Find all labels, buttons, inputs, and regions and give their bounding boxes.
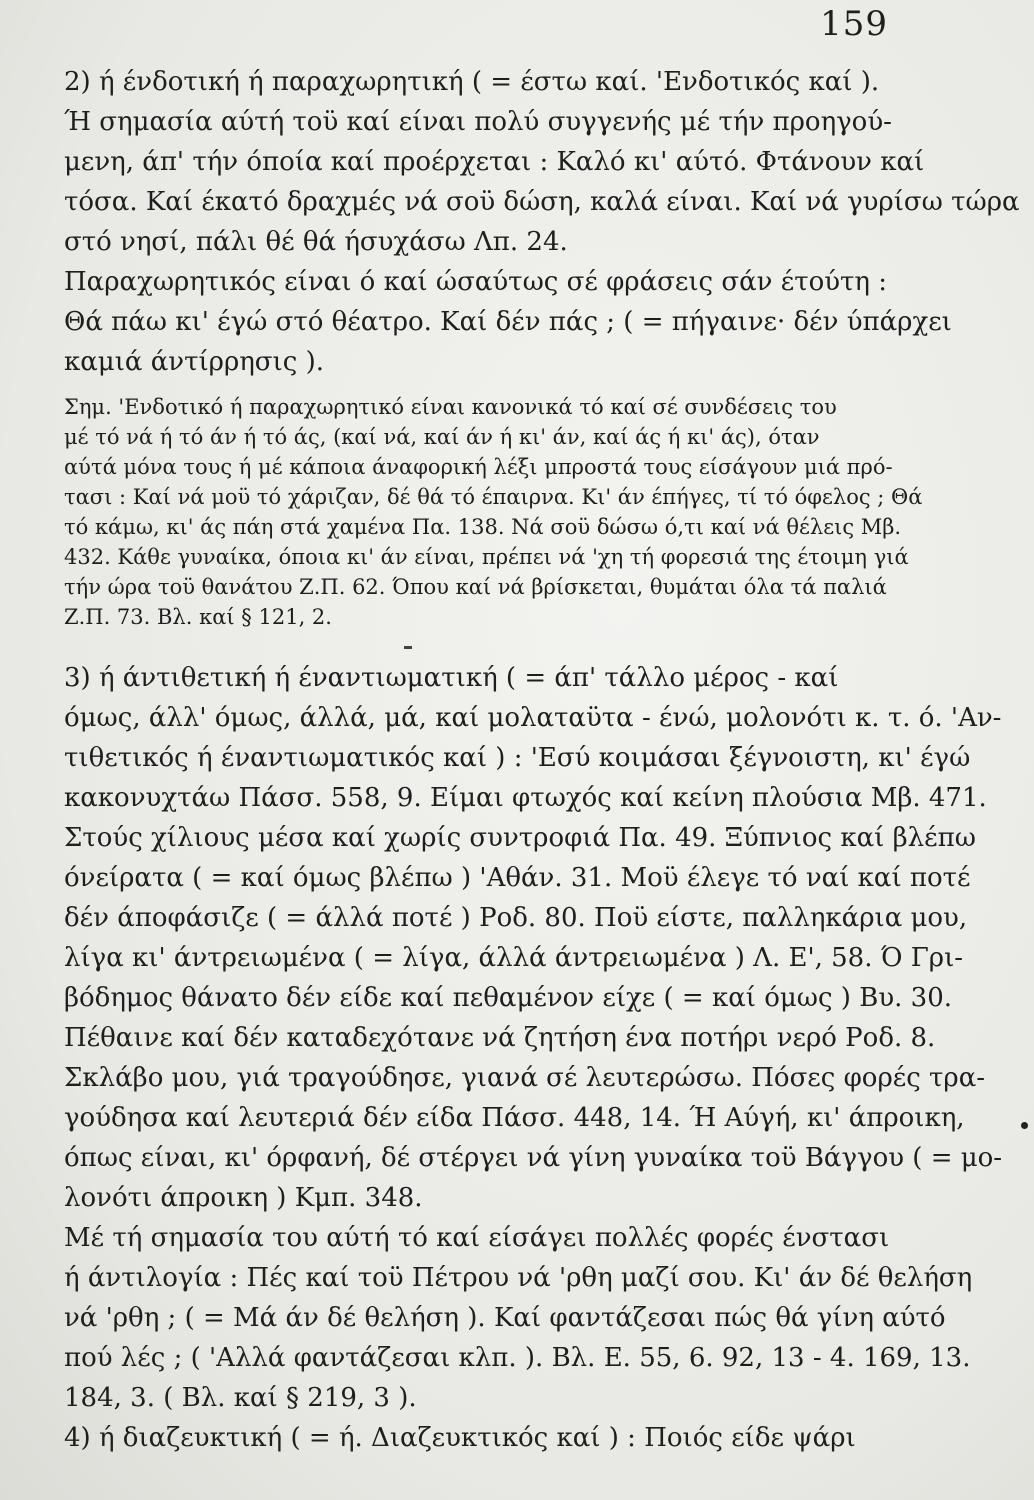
text-line: 3) ή άντιθετική ή έναντιωματική ( = άπ' τάλλο μέρος - καί bbox=[64, 663, 839, 693]
note-line: τό κάμω, κι' άς πάη στά χαμένα Πα. 138. Νά σοϋ δώσω ό,τι καί νά θέλεις Μβ. bbox=[64, 515, 902, 539]
text-line: 2) ή ένδοτική ή παραχωρητική ( = έστω καί. 'Ενδοτικός καί ). bbox=[64, 67, 880, 97]
text-line: Παραχωρητικός είναι ό καί ώσαύτως σέ φράσεις σάν έτούτη : bbox=[64, 267, 888, 297]
text-line: όνείρατα ( = καί όμως βλέπω ) 'Αθάν. 31. Μοϋ έλεγε τό ναί καί ποτέ bbox=[64, 863, 971, 893]
note-line: τήν ώρα τοϋ θανάτου Ζ.Π. 62. Όπου καί νά βρίσκεται, θυμάται όλα τά παλιά bbox=[64, 575, 887, 599]
text-line: Ή σημασία αύτή τοϋ καί είναι πολύ συγγενής μέ τήν προηγού- bbox=[64, 107, 892, 137]
text-line: γούδησα καί λευτεριά δέν είδα Πάσσ. 448, 14. Ή Αύγή, κι' άπροικη, bbox=[64, 1103, 965, 1133]
text-line: Στούς χίλιους μέσα καί χωρίς συντροφιά Πα. 49. Ξύπνιος καί βλέπω bbox=[64, 823, 976, 853]
text-line: βόδημος θάνατο δέν είδε καί πεθαμένον είχε ( = καί όμως ) Βυ. 30. bbox=[64, 983, 952, 1013]
note-line: τασι : Καί νά μοϋ τό χάριζαν, δέ θά τό έπαιρνα. Κι' άν έπήγες, τί τό όφελος ; Θά bbox=[64, 485, 923, 509]
text-line: λονότι άπροικη ) Κμπ. 348. bbox=[64, 1183, 423, 1213]
page-body bbox=[64, 62, 1020, 1458]
text-line: κακονυχτάω Πάσσ. 558, 9. Είμαι φτωχός καί κείνη πλούσια Μβ. 471. bbox=[64, 783, 987, 813]
text-line: όπως είναι, κι' όρφανή, δέ στέργει νά γίνη γυναίκα τοϋ Βάγγου ( = μο- bbox=[64, 1143, 1003, 1173]
text-line: 4) ή διαζευκτική ( = ή. Διαζευκτικός καί ) : Ποιός είδε ψάρι bbox=[64, 1423, 856, 1453]
text-line: 184, 3. ( Βλ. καί § 219, 3 ). bbox=[64, 1383, 417, 1413]
text-line: Πέθαινε καί δέν καταδεχότανε νά ζητήση ένα ποτήρι νερό Ροδ. 8. bbox=[64, 1023, 936, 1053]
text-line: λίγα κι' άντρειωμένα ( = λίγα, άλλά άντρειωμένα ) Λ. Ε', 58. Ό Γρι- bbox=[64, 943, 964, 973]
ink-dot bbox=[1021, 1122, 1028, 1129]
text-line: καμιά άντίρρησις ). bbox=[64, 347, 324, 377]
print-mark bbox=[404, 646, 412, 649]
text-line: Θά πάω κι' έγώ στό θέατρο. Καί δέν πάς ; ( = πήγαινε· δέν ύπάρχει bbox=[64, 307, 952, 337]
text-line: ή άντιλογία : Πές καί τοϋ Πέτρου νά 'ρθη μαζί σου. Κι' άν δέ θελήση bbox=[64, 1263, 973, 1293]
text-line: νά 'ρθη ; ( = Μά άν δέ θελήση ). Καί φαντάζεσαι πώς θά γίνη αύτό bbox=[64, 1303, 946, 1333]
note-line: αύτά μόνα τους ή μέ κάποια άναφορική λέξι μπροστά τους είσάγουν μιά πρό- bbox=[64, 455, 893, 479]
text-line: πού λές ; ( 'Αλλά φαντάζεσαι κλπ. ). Βλ. Ε. 55, 6. 92, 13 - 4. 169, 13. bbox=[64, 1343, 971, 1373]
note-line: 432. Κάθε γυναίκα, όποια κι' άν είναι, πρέπει νά 'χη τή φορεσιά της έτοιμη γιά bbox=[64, 545, 909, 569]
text-line: δέν άποφάσιζε ( = άλλά ποτέ ) Ροδ. 80. Ποϋ είστε, παλληκάρια μου, bbox=[64, 903, 968, 933]
text-line: Μέ τή σημασία του αύτή τό καί είσάγει πολλές φορές ένστασι bbox=[64, 1223, 890, 1253]
note-line: μέ τό νά ή τό άν ή τό άς, (καί νά, καί άν ή κι' άν, καί άς ή κι' άς), όταν bbox=[64, 425, 820, 449]
text-line: τιθετικός ή έναντιωματικός καί ) : 'Εσύ κοιμάσαι ξέγνοιστη, κι' έγώ bbox=[64, 743, 971, 773]
note-line: Σημ. 'Ενδοτικό ή παραχωρητικό είναι κανονικά τό καί σέ συνδέσεις του bbox=[64, 395, 837, 419]
text-line: όμως, άλλ' όμως, άλλά, μά, καί μολαταϋτα - ένώ, μολονότι κ. τ. ό. 'Αν- bbox=[64, 703, 1002, 733]
text-line: μενη, άπ' τήν όποία καί προέρχεται : Καλό κι' αύτό. Φτάνουν καί bbox=[64, 147, 925, 177]
note-line: Ζ.Π. 73. Βλ. καί § 121, 2. bbox=[64, 605, 332, 629]
page-number: 159 bbox=[820, 4, 888, 44]
text-line: τόσα. Καί έκατό δραχμές νά σοϋ δώση, καλά είναι. Καί νά γυρίσω τώρα bbox=[64, 187, 1020, 217]
text-line: Σκλάβο μου, γιά τραγούδησε, γιανά σέ λευτερώσω. Πόσες φορές τρα- bbox=[64, 1063, 986, 1093]
text-line: στό νησί, πάλι θέ θά ήσυχάσω Λπ. 24. bbox=[64, 227, 568, 257]
